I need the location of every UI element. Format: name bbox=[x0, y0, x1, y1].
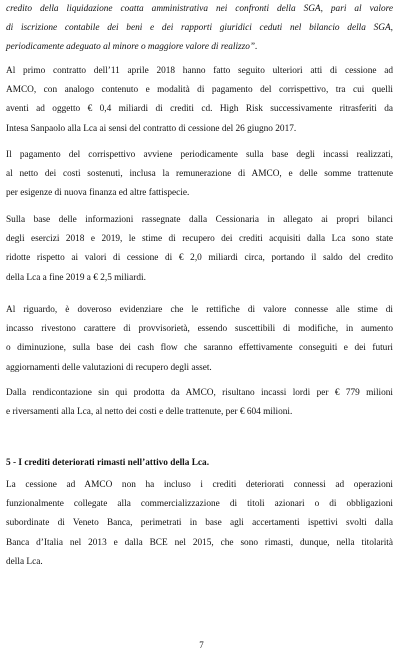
text-line: aventi ad oggetto € 0,4 miliardi di crediti cd. High Risk successivamente ritrasferiti da bbox=[6, 104, 393, 115]
text-line: Banca d’Italia nel 2013 e dalla BCE nel 2015, che sono rimasti, dunque, nella titolarità bbox=[6, 537, 393, 548]
text-line: degli esercizi 2018 e 2019, le stime di recupero dei crediti acquisiti dalla Lca sono state bbox=[6, 234, 393, 245]
text-line: ridotte rispetto ai valori di cessione di € 2,0 miliardi circa, portando il saldo del credito bbox=[6, 253, 393, 264]
text-line: periodicamente adeguato al minore o maggiore valore di realizzo”. bbox=[6, 42, 258, 53]
text-line: e riversamenti alla Lca, al netto dei costi e delle trattenute, per € 604 milioni. bbox=[6, 407, 293, 418]
text-line: AMCO, con analogo contenuto e modalità di pagamento del corrispettivo, tra cui quelli bbox=[6, 85, 393, 96]
text-line: credito della liquidazione coatta amministrativa nei confronti della SGA, pari al valore bbox=[6, 4, 393, 14]
paragraph-quote bbox=[0, 0, 403, 58]
text-line: al netto dei costi sostenuti, inclusa la remunerazione di AMCO, e delle somme trattenute bbox=[6, 169, 393, 180]
text-line: Il pagamento del corrispettivo avviene periodicamente sulla base degli incassi realizzati, bbox=[6, 150, 393, 160]
text-line: per esigenze di nuova finanza ed altre fattispecie. bbox=[6, 188, 190, 199]
paragraph-reporting bbox=[0, 384, 403, 422]
text-line: Al primo contratto dell’11 aprile 2018 hanno fatto seguito ulteriori atti di cessione ad bbox=[6, 66, 393, 76]
paragraph-estimates bbox=[0, 211, 403, 288]
page-number: 7 bbox=[199, 640, 204, 650]
paragraph-adjustments bbox=[0, 301, 403, 378]
text-line: della Lca. bbox=[6, 556, 43, 567]
text-line: subordinate di Veneto Banca, perimetrati in base agli accertamenti ispettivi svolti dalla bbox=[6, 518, 393, 529]
text-line: della Lca a fine 2019 a € 2,5 miliardi. bbox=[6, 272, 146, 283]
text-line: o diminuzione, sulla base dei cash flow che saranno effettivamente conseguiti e dei futuri bbox=[6, 343, 393, 354]
text-line: incasso rivestono carattere di provvisorietà, essendo suscettibili di modifiche, in aumento bbox=[6, 324, 393, 335]
text-line: Dalla rendicontazione sin qui prodotta da AMCO, risultano incassi lordi per € 779 milioni bbox=[6, 388, 393, 398]
paragraph-payment bbox=[0, 146, 403, 204]
text-line: La cessione ad AMCO non ha incluso i crediti deteriorati connessi ad operazioni bbox=[6, 480, 393, 490]
section-heading: 5 - I crediti deteriorati rimasti nell’attivo della Lca. bbox=[6, 458, 210, 468]
text-line: funzionalmente collegate alla commercializzazione di titoli azionari o di obbligazioni bbox=[6, 499, 393, 510]
paragraph-exclusion bbox=[0, 476, 403, 572]
text-line: Al riguardo, è doveroso evidenziare che le rettifiche di valore connesse alle stime di bbox=[6, 305, 393, 315]
text-line: aggiornamenti delle valutazioni di recupero degli asset. bbox=[6, 362, 212, 373]
text-line: Intesa Sanpaolo alla Lca ai sensi del contratto di cessione del 26 giugno 2017. bbox=[6, 123, 297, 134]
text-line: Sulla base delle informazioni rassegnate dalla Cessionaria in allegato ai propri bilanci bbox=[6, 215, 393, 225]
text-line: di iscrizione contabile dei beni e dei rapporti giuridici ceduti nel bilancio della SGA, bbox=[6, 23, 393, 34]
paragraph-contracts bbox=[0, 62, 403, 139]
